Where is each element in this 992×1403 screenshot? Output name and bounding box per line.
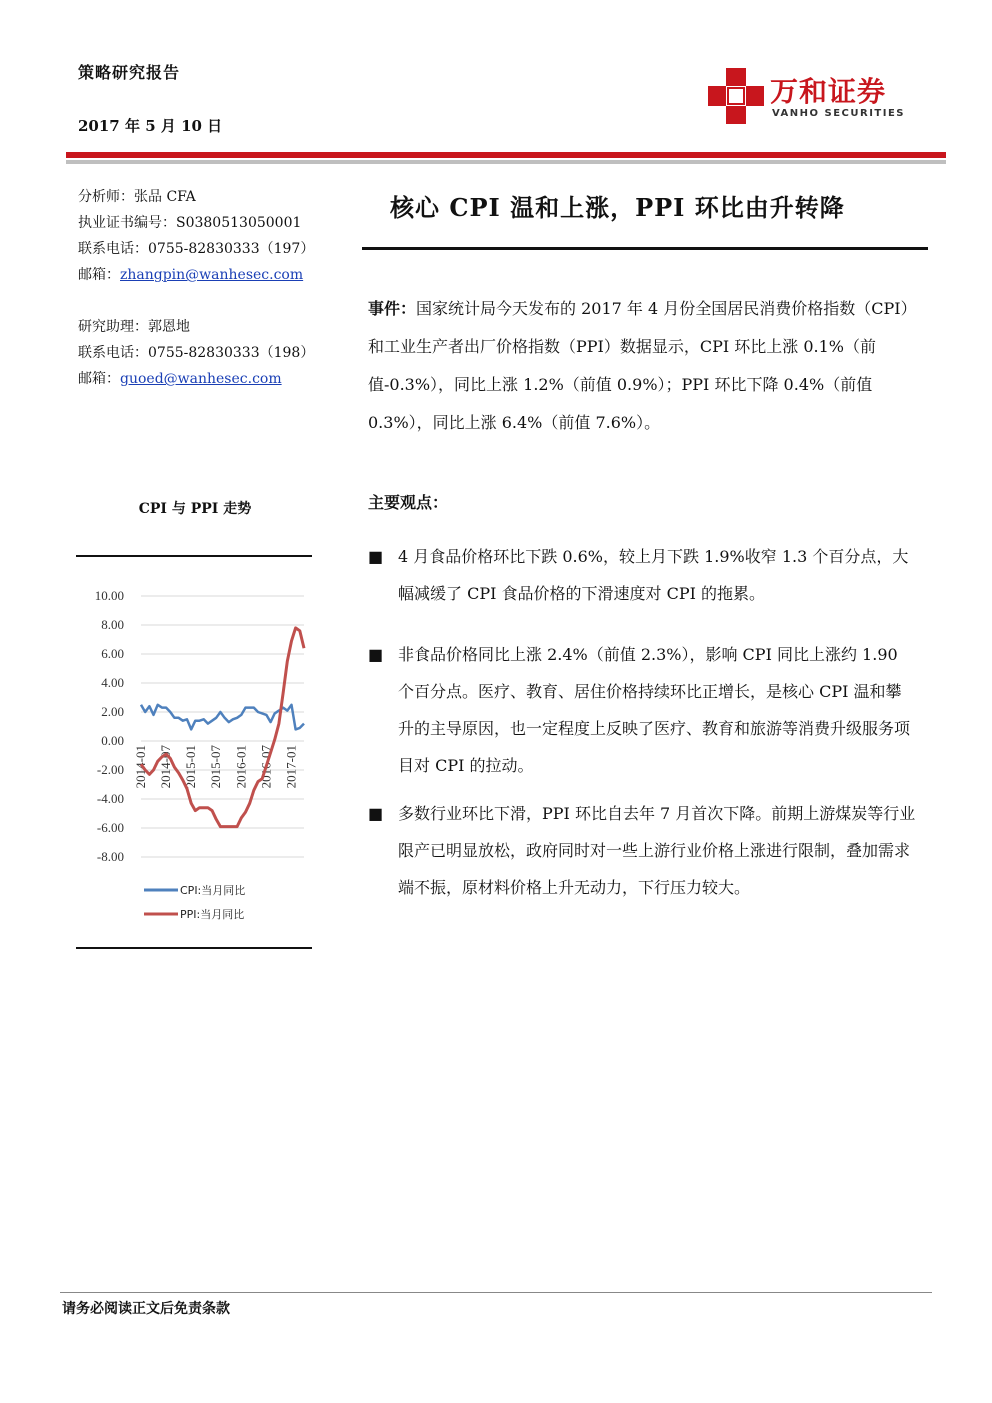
cpi-ppi-line-chart xyxy=(76,560,316,945)
analyst-email-row xyxy=(78,262,314,288)
series-line xyxy=(141,628,304,827)
x-tick-label: 2015-01 xyxy=(183,745,199,789)
y-tick-label: 6.00 xyxy=(101,646,124,661)
analyst-phone: 联系电话：0755-82830333（197） xyxy=(78,241,315,257)
footer-disclaimer: 请务必阅读正文后免责条款 xyxy=(62,1301,230,1317)
email-label: 邮箱： xyxy=(78,267,120,283)
view-item xyxy=(368,795,916,906)
view-item xyxy=(368,538,916,612)
x-tick-label: 2016-01 xyxy=(233,745,249,789)
chart-top-rule xyxy=(76,555,312,557)
report-title: 核心 CPI 温和上涨，PPI 环比由升转降 xyxy=(390,193,845,222)
event-paragraph xyxy=(368,290,916,442)
analyst-info xyxy=(78,184,314,288)
report-date: 2017 年 5 月 10 日 xyxy=(78,117,223,135)
assistant-email-row xyxy=(78,366,314,392)
x-tick-label: 2017-01 xyxy=(283,745,299,789)
views-heading: 主要观点： xyxy=(368,493,449,512)
chart-title: CPI 与 PPI 走势 xyxy=(138,501,252,517)
x-tick-label: 2015-07 xyxy=(208,745,224,789)
bullet-square-icon: ■ xyxy=(368,804,384,823)
assistant-email-link[interactable]: guoed@wanhesec.com xyxy=(120,371,282,387)
legend-label: CPI:当月同比 xyxy=(180,884,246,897)
event-text: 国家统计局今天发布的 2017 年 4 月份全国居民消费价格指数（CPI）和工业生产者出厂价格指数（PPI）数据显示，CPI 环比上涨 0.1%（前值-0.3%），同比上涨 1.2%（前值 0.9%）；PPI 环比下降 0.4%（前值 0.3%），同比上涨 6.4%（前值 7.6%）。 xyxy=(368,299,909,432)
header-red-bar xyxy=(66,152,946,158)
y-tick-label: 8.00 xyxy=(101,617,124,632)
header-gray-bar xyxy=(66,160,946,164)
assistant-phone: 联系电话：0755-82830333（198） xyxy=(78,345,315,361)
view-text: 非食品价格同比上涨 2.4%（前值 2.3%），影响 CPI 同比上涨约 1.90 个百分点。医疗、教育、居住价格持续环比正增长，是核心 CPI 温和攀升的主导原因，也一定程度上反映了医疗、教育和旅游等消费升级服务项目对 CPI 的拉动。 xyxy=(398,645,911,775)
assistant-info xyxy=(78,314,314,392)
view-text: 多数行业环比下滑，PPI 环比自去年 7 月首次下降。前期上游煤炭等行业限产已明显放松，政府同时对一些上游行业价格上涨进行限制，叠加需求端不振，原材料价格上升无动力，下行压力较大。 xyxy=(398,804,916,897)
footer-rule xyxy=(60,1292,932,1293)
title-rule xyxy=(362,247,928,250)
x-tick-label: 2014-07 xyxy=(158,745,174,789)
analyst-name: 分析师：张品 CFA xyxy=(78,189,196,205)
bullet-square-icon: ■ xyxy=(368,547,384,566)
y-tick-label: 10.00 xyxy=(94,588,124,603)
y-tick-label: 2.00 xyxy=(101,704,124,719)
view-item xyxy=(368,636,916,784)
y-tick-label: -2.00 xyxy=(96,762,124,777)
x-tick-label: 2016-07 xyxy=(258,745,274,789)
logo-subtitle: VANHO SECURITIES xyxy=(772,108,906,119)
report-type: 策略研究报告 xyxy=(78,63,181,82)
y-tick-label: 4.00 xyxy=(101,675,124,690)
email-label: 邮箱： xyxy=(78,371,120,387)
bullet-square-icon: ■ xyxy=(368,645,384,664)
x-tick-label: 2014-01 xyxy=(133,745,148,789)
chart-bottom-rule xyxy=(76,947,312,949)
assistant-name: 研究助理：郭恩地 xyxy=(78,319,190,335)
y-tick-label: 0.00 xyxy=(101,733,124,748)
vanho-logo-icon xyxy=(708,68,764,124)
event-label: 事件： xyxy=(368,299,417,318)
y-tick-label: -6.00 xyxy=(96,820,124,835)
view-text: 4 月食品价格环比下跌 0.6%，较上月下跌 1.9%收窄 1.3 个百分点，大幅减缓了 CPI 食品价格的下滑速度对 CPI 的拖累。 xyxy=(398,547,909,603)
logo-name: 万和证券 xyxy=(770,75,887,108)
analyst-email-link[interactable]: zhangpin@wanhesec.com xyxy=(120,267,304,283)
legend-label: PPI:当月同比 xyxy=(180,908,245,921)
y-tick-label: -8.00 xyxy=(96,849,124,864)
y-tick-label: -4.00 xyxy=(96,791,124,806)
analyst-cert: 执业证书编号：S0380513050001 xyxy=(78,215,302,231)
